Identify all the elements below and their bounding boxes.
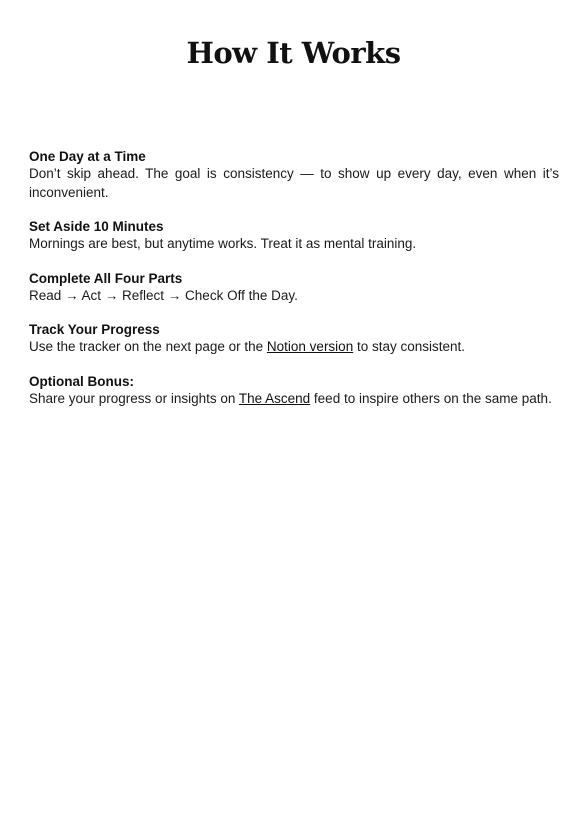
- section-set-aside: [29, 218, 559, 254]
- section-body: Mornings are best, but anytime works. Treat it as mental training.: [29, 236, 417, 251]
- page-title: How It Works: [186, 36, 401, 70]
- section-optional-bonus: [29, 373, 559, 409]
- body-text-before: Use the tracker on the next page or the: [29, 339, 267, 354]
- section-track-progress: [29, 321, 559, 357]
- section-heading: Optional Bonus:: [29, 373, 134, 389]
- body-text-before: Share your progress or insights on: [29, 390, 239, 406]
- section-four-parts: [29, 270, 559, 306]
- section-one-day: [29, 148, 559, 202]
- section-body: Don’t skip ahead. The goal is consistency — to show up every day, even when it’s inconvenient.: [29, 166, 559, 200]
- section-heading: One Day at a Time: [29, 149, 146, 164]
- the-ascend-link[interactable]: The Ascend: [238, 390, 311, 406]
- section-body: [29, 338, 559, 357]
- instructions-list: [29, 148, 559, 424]
- body-text-after: feed to inspire others on the same path.: [310, 390, 552, 406]
- body-text-after: to stay consistent.: [353, 339, 466, 354]
- section-body: Read → Act → Reflect → Check Off the Day.: [29, 287, 298, 303]
- section-body: [29, 390, 559, 409]
- section-heading: Complete All Four Parts: [29, 270, 183, 286]
- section-heading: Track Your Progress: [29, 322, 160, 337]
- section-heading: Set Aside 10 Minutes: [29, 219, 164, 234]
- notion-version-link[interactable]: Notion version: [266, 339, 354, 354]
